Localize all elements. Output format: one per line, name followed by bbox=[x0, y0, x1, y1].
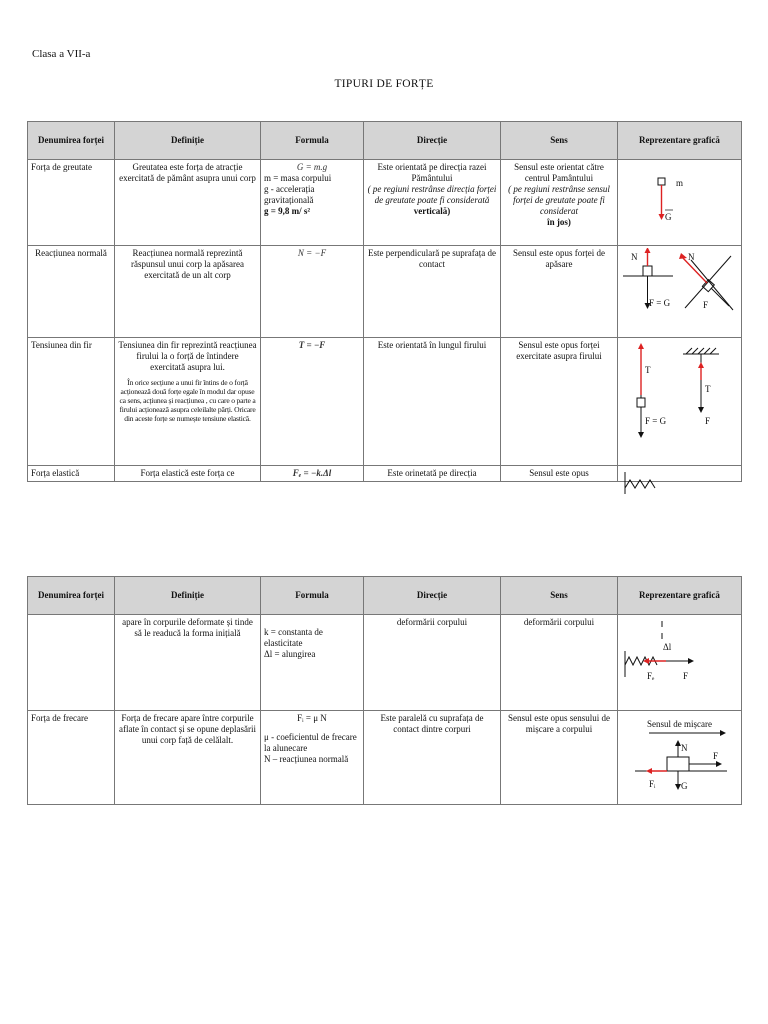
header-formula: Formula bbox=[261, 122, 364, 160]
direction-note: ( pe regiuni restrânse direcția forței de greutate poate fi considerată bbox=[367, 183, 497, 205]
row-formula bbox=[261, 160, 364, 246]
force-label: F bbox=[705, 415, 711, 426]
row-formula bbox=[261, 465, 364, 481]
row-name: Tensiunea din fir bbox=[28, 337, 115, 465]
formula-line: g = 9,8 m/ s² bbox=[264, 205, 311, 216]
definition-note: În orice secțiune a unui fir întins de o forță acționează două forțe egale în modul dar opuse ca sens, acțiunea și reacțiunea , cu care o parte a firului acționează asupra celeilalte părți. Oricare din aceste forțe se numește tensiune elastică. bbox=[119, 377, 256, 423]
formula-main: Fᵢ = μ N bbox=[297, 712, 327, 723]
row-direction: Este perpendiculară pe suprafața de contact bbox=[364, 245, 501, 337]
class-label: Clasa a VII-a bbox=[32, 48, 91, 60]
row-graphic bbox=[618, 465, 742, 481]
gravity-label: G bbox=[681, 780, 688, 791]
table-row bbox=[28, 160, 742, 246]
row-graphic bbox=[618, 710, 742, 804]
formula-line: N – reacțiunea normală bbox=[264, 753, 349, 764]
row-formula bbox=[261, 337, 364, 465]
row-definition: Forța de frecare apare între corpurile aflate în contact și se opune deplasării unui corp față de celălalt. bbox=[115, 710, 261, 804]
direction-bold: verticală) bbox=[413, 205, 451, 216]
normal-reaction-diagram bbox=[621, 248, 737, 332]
row-name: Forța de greutate bbox=[28, 160, 115, 246]
normal-label-2: N bbox=[688, 251, 695, 262]
elongation-label: Δl bbox=[663, 642, 672, 652]
header-sense: Sens bbox=[501, 577, 618, 615]
formula-line: k = constanta de elasticitate bbox=[264, 627, 323, 648]
sense-main: Sensul este orientat către centrul Pamântului bbox=[514, 162, 604, 183]
definition-main: Tensiunea din fir reprezintă reacțiunea firului la o forță de întindere exercitată asupra lui. bbox=[118, 339, 257, 372]
header-graphic: Reprezentare grafică bbox=[618, 577, 742, 615]
force-label: F bbox=[713, 750, 719, 761]
header-direction: Direcție bbox=[364, 122, 501, 160]
formula-main: G = m.g bbox=[296, 162, 328, 172]
table-header-row bbox=[28, 122, 742, 160]
row-name: Forța elastică bbox=[28, 465, 115, 481]
mass-label: m bbox=[676, 178, 684, 188]
spring-icon bbox=[624, 470, 664, 496]
row-formula bbox=[261, 710, 364, 804]
row-graphic bbox=[618, 245, 742, 337]
friction-diagram bbox=[621, 713, 737, 799]
row-name: Forța de frecare bbox=[28, 710, 115, 804]
formula-main: T = −F bbox=[298, 339, 326, 350]
motion-direction-label: Sensul de mișcare bbox=[647, 718, 712, 729]
tension-label-2: T bbox=[705, 383, 711, 394]
elastic-force-label: Fₑ bbox=[647, 671, 655, 681]
tension-label: T bbox=[645, 364, 651, 375]
header-formula: Formula bbox=[261, 577, 364, 615]
row-sense: Sensul este opus sensului de mișcare a corpului bbox=[501, 710, 618, 804]
row-direction: Este paralelă cu suprafața de contact dintre corpuri bbox=[364, 710, 501, 804]
row-sense: deformării corpului bbox=[501, 615, 618, 711]
force-weight-label: F = G bbox=[649, 297, 671, 308]
row-definition bbox=[115, 337, 261, 465]
forces-table-1 bbox=[27, 121, 742, 482]
tension-diagram bbox=[621, 340, 737, 460]
page-title: TIPURI DE FORȚE bbox=[334, 78, 434, 90]
row-graphic bbox=[618, 615, 742, 711]
row-formula bbox=[261, 615, 364, 711]
force-label: F bbox=[683, 671, 689, 681]
table-header-row bbox=[28, 577, 742, 615]
row-graphic bbox=[618, 337, 742, 465]
friction-force-label: Fᵢ bbox=[649, 778, 656, 789]
formula-line: m = masa corpului bbox=[264, 172, 332, 183]
formula-line: μ - coeficientul de frecare la alunecare bbox=[264, 731, 357, 753]
row-definition: Forța elastică este forța ce bbox=[115, 465, 261, 481]
row-direction: Este orinetată pe direcția bbox=[364, 465, 501, 481]
sense-bold: în jos) bbox=[547, 216, 571, 227]
forces-table-2 bbox=[27, 576, 742, 805]
row-formula bbox=[261, 245, 364, 337]
header-direction: Direcție bbox=[364, 577, 501, 615]
header-definition: Definiție bbox=[115, 577, 261, 615]
direction-main: Este orientată pe direcția razei Pământului bbox=[377, 162, 487, 183]
row-direction: Este orientată în lungul firului bbox=[364, 337, 501, 465]
elastic-diagram bbox=[621, 617, 737, 705]
row-sense: Sensul este opus bbox=[501, 465, 618, 481]
gravity-label: G bbox=[665, 212, 672, 222]
table-row bbox=[28, 465, 742, 481]
header-definition: Definiție bbox=[115, 122, 261, 160]
header-sense: Sens bbox=[501, 122, 618, 160]
formula-main: Fₑ = −k.Δl bbox=[292, 467, 332, 478]
row-definition: apare în corpurile deformate și tinde să le readucă la forma inițială bbox=[115, 615, 261, 711]
force-label: F bbox=[703, 299, 709, 310]
formula-line: Δl = alungirea bbox=[264, 648, 316, 659]
header-name: Denumirea forței bbox=[28, 122, 115, 160]
formula-main: N = −F bbox=[297, 247, 327, 258]
header-name: Denumirea forței bbox=[28, 577, 115, 615]
table-row bbox=[28, 710, 742, 804]
row-direction: deformării corpului bbox=[364, 615, 501, 711]
force-weight-label: F = G bbox=[645, 415, 667, 426]
normal-label: N bbox=[631, 251, 638, 262]
row-graphic bbox=[618, 160, 742, 246]
row-definition: Reacțiunea normală reprezintă răspunsul unui corp la apăsarea exercitată de un alt corp bbox=[115, 245, 261, 337]
gravity-diagram bbox=[621, 162, 737, 240]
row-sense: Sensul este opus forței exercitate asupra firului bbox=[501, 337, 618, 465]
normal-label: N bbox=[681, 742, 688, 753]
header-graphic: Reprezentare grafică bbox=[618, 122, 742, 160]
formula-line: g - accelerația gravitațională bbox=[264, 183, 315, 205]
row-sense bbox=[501, 160, 618, 246]
row-definition: Greutatea este forța de atracție exercitată de pământ asupra unui corp bbox=[115, 160, 261, 246]
sense-note: ( pe regiuni restrânse sensul forței de greutate poate fi considerat bbox=[508, 183, 610, 216]
row-name bbox=[28, 615, 115, 711]
row-name: Reacțiunea normală bbox=[28, 245, 115, 337]
row-sense: Sensul este opus forței de apăsare bbox=[501, 245, 618, 337]
table-row bbox=[28, 615, 742, 711]
table-row bbox=[28, 337, 742, 465]
table-row bbox=[28, 245, 742, 337]
row-direction bbox=[364, 160, 501, 246]
